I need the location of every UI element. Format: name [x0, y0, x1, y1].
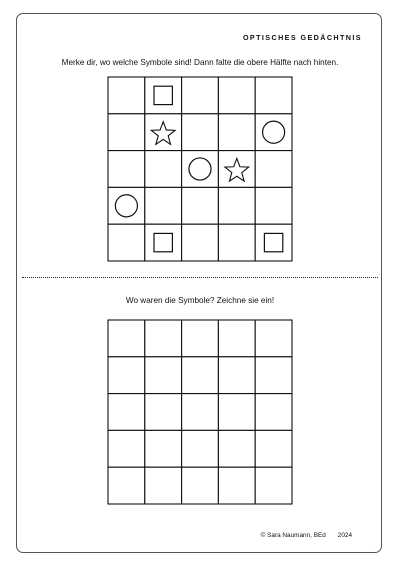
grid-cell[interactable] [108, 394, 145, 431]
copyright-text: © Sara Naumann, BEd [260, 532, 326, 539]
grid-cell [145, 114, 182, 151]
grid-cell [145, 77, 182, 114]
grid-cell[interactable] [218, 394, 255, 431]
grid-cell[interactable] [108, 467, 145, 504]
grid-cell [218, 187, 255, 224]
grid-cell [182, 114, 219, 151]
worksheet-title: OPTISCHES GEDÄCHTNIS [242, 33, 362, 42]
grid-cell [108, 77, 145, 114]
grid-cell[interactable] [145, 467, 182, 504]
recall-grid[interactable] [108, 320, 292, 504]
memory-grid [108, 77, 292, 261]
grid-cell[interactable] [145, 430, 182, 467]
grid-cell[interactable] [182, 430, 219, 467]
grid-cell[interactable] [255, 394, 292, 431]
grid-cell [255, 224, 292, 261]
grid-cell[interactable] [218, 467, 255, 504]
recall-instruction: Wo waren die Symbole? Zeichne sie ein! [125, 296, 275, 305]
grid-cell[interactable] [145, 357, 182, 394]
grid-cell[interactable] [218, 357, 255, 394]
grid-cell[interactable] [255, 467, 292, 504]
grid-cell [255, 151, 292, 188]
footer-year: 2024 [337, 532, 352, 539]
grid-cell[interactable] [255, 357, 292, 394]
memory-instruction: Merke dir, wo welche Symbole sind! Dann falte die obere Hälfte nach hinten. [61, 58, 339, 67]
grid-cell [182, 187, 219, 224]
grid-cell [108, 187, 145, 224]
grid-cell [182, 224, 219, 261]
grid-cell [255, 77, 292, 114]
grid-cell[interactable] [182, 467, 219, 504]
grid-cell [145, 187, 182, 224]
grid-cell[interactable] [182, 320, 219, 357]
grid-cell [218, 224, 255, 261]
grid-cell[interactable] [108, 430, 145, 467]
grid-cell [218, 77, 255, 114]
grid-cell [182, 151, 219, 188]
grid-cell[interactable] [182, 394, 219, 431]
grid-cell [255, 114, 292, 151]
grid-cell [108, 114, 145, 151]
grid-cell[interactable] [145, 394, 182, 431]
grid-cell [182, 77, 219, 114]
grid-cell [108, 224, 145, 261]
grid-cell [108, 151, 145, 188]
grid-cell[interactable] [108, 320, 145, 357]
grid-cell[interactable] [218, 430, 255, 467]
grid-cell[interactable] [218, 320, 255, 357]
grid-cell[interactable] [255, 320, 292, 357]
grid-cell [218, 114, 255, 151]
grid-cell [145, 224, 182, 261]
grid-cell [255, 187, 292, 224]
grid-cell[interactable] [145, 320, 182, 357]
grid-cell [145, 151, 182, 188]
grid-cell [218, 151, 255, 188]
grid-cell[interactable] [255, 430, 292, 467]
grid-cell[interactable] [182, 357, 219, 394]
footer [261, 532, 352, 539]
grid-cell[interactable] [108, 357, 145, 394]
fold-line [22, 277, 378, 278]
